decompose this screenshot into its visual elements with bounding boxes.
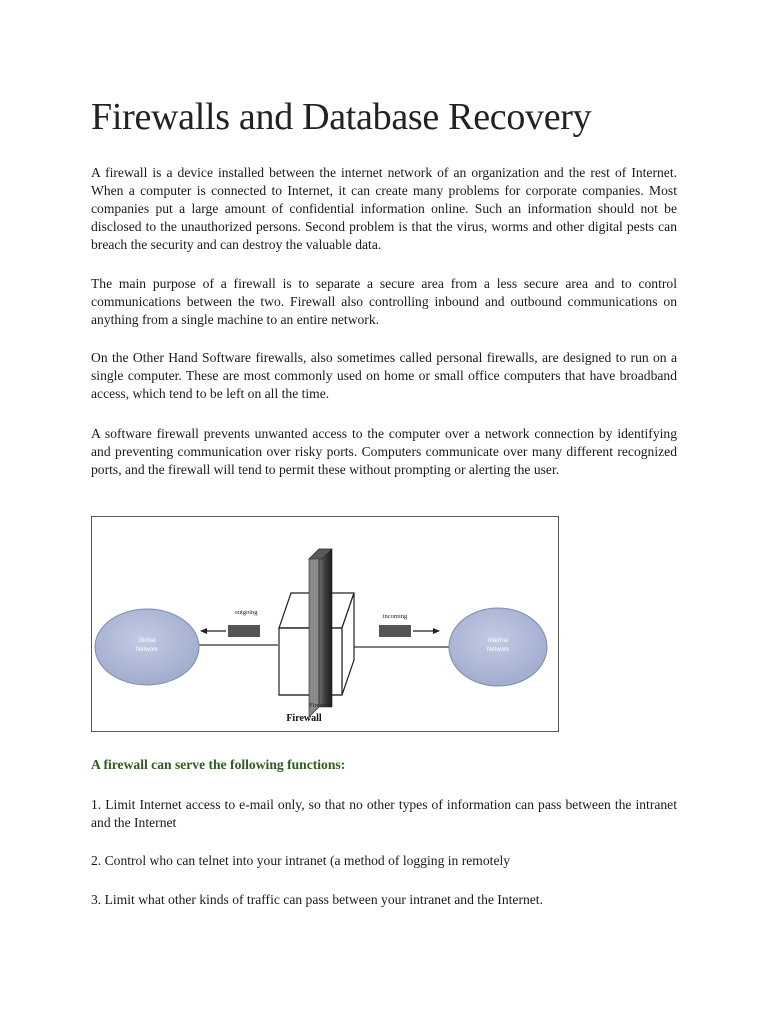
page-title: Firewalls and Database Recovery (91, 96, 592, 138)
paragraph-firewall-purpose: The main purpose of a firewall is to separate a secure area from a less secure area and to control communications between the two. Firewall also controlling inbound and outbound communications on anything from a single machine to an entire network. (91, 276, 677, 327)
firewall-diagram-svg (92, 517, 560, 733)
internal-network-label-1: Internal (487, 638, 509, 644)
function-item-2: 2. Control who can telnet into your intranet (a method of logging in remotely (91, 853, 511, 868)
global-network-label-2: Network (135, 647, 159, 653)
outgoing-arrow-head (200, 628, 207, 634)
incoming-arrow-head (433, 628, 440, 634)
outgoing-packet (228, 625, 260, 637)
function-item-1: 1. Limit Internet access to e-mail only, so that no other types of information can pass between the intranet and the Internet (91, 797, 677, 830)
incoming-packet (379, 625, 411, 637)
firewall-wall-side (309, 549, 319, 717)
incoming-label: incoming (382, 613, 408, 620)
firewall-small-label: Firewall (309, 702, 331, 709)
paragraph-software-firewalls: On the Other Hand Software firewalls, also sometimes called personal firewalls, are designed to run on a single computer. These are most commonly used on home or small office computers that have broadband access, which tend to be left on all the time. (91, 350, 677, 401)
functions-heading: A firewall can serve the following functions: (91, 757, 346, 772)
firewall-diagram (91, 516, 559, 732)
outgoing-label: outgoing (234, 609, 258, 616)
paragraph-software-firewall-ports: A software firewall prevents unwanted access to the computer over a network connection by identifying and preventing communication over risky ports. Computers communicate over many different recognized ports, and the firewall will tend to permit these without prompting or alerting the user. (91, 426, 677, 477)
global-network-label-1: Global (138, 638, 156, 644)
firewall-caption: Firewall (286, 713, 322, 724)
internal-network-label-2: Network (486, 647, 510, 653)
paragraph-firewall-intro: A firewall is a device installed between the internet network of an organization and the rest of Internet. When a computer is connected to Internet, it can create many problems for corporate companies. Most companies put a large amount of confidential information online. Such an information should not be disclosed to the unauthorized persons. Second problem is that the virus, worms and other digital pests can breach the security and can destroy the valuable data. (91, 165, 677, 252)
firewall-wall-front (319, 549, 332, 707)
function-item-3: 3. Limit what other kinds of traffic can pass between your intranet and the Internet. (91, 892, 543, 907)
